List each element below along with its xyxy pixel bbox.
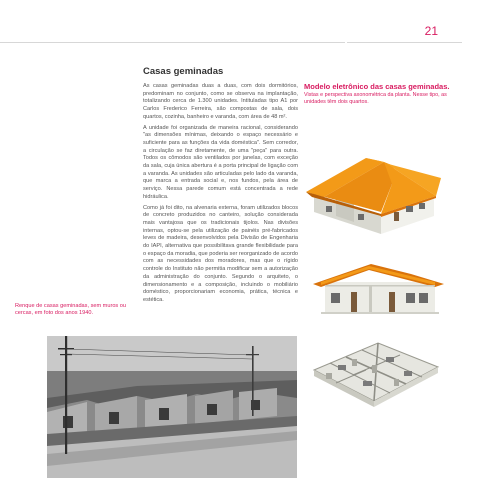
house-axonometric-plan bbox=[308, 335, 443, 413]
side-caption bbox=[304, 82, 454, 106]
historic-photo-row-houses bbox=[47, 336, 297, 478]
header-rule-right bbox=[347, 42, 462, 43]
section-title: Casas geminadas bbox=[143, 66, 224, 77]
main-text-column bbox=[143, 66, 298, 308]
page-number: 21 bbox=[424, 24, 438, 38]
side-caption-title: Modelo eletrônico das casas geminadas. bbox=[304, 82, 450, 91]
house-front-render bbox=[311, 260, 446, 315]
paragraph-1: As casas geminadas duas a duas, com dois dormitórios, predominam no conjunto, como se observa na implantação, totalizando cerca de 1.300 unidades. Intituladas tipo A1 por Carlos Frederico Ferreira, são compostas de sala, dois quartos, cozinha, banheiro e varanda, com área de 48 m². bbox=[143, 83, 298, 120]
header-rule-left bbox=[0, 42, 345, 43]
paragraph-3: Como já foi dito, na alvenaria externa, foram utilizados blocos de concreto produzidos no canteiro, solução considerada mais vantajosa que os tradicionais tijolos. Nas divisões internas, optou-se pela utilização de painéis pré-fabricados leves de madeira, desenvolvidos pela Divisão de Engenharia do IAPI, alternativa que possibilitava grande flexibilidade para o espaço da moradia, que poderia ser reorganizado de acordo com as necessidades dos moradores, mas que o rígido controle do Instituto não permitia modificar sem a autorização da administração do conjunto. Segundo o arquiteto, o dimensionamento e a composição, incluindo o mobiliário doméstico, proporcionariam economia, prática, técnica e estética. bbox=[143, 204, 298, 303]
photo-caption: Renque de casas geminadas, sem muros ou cercas, em foto dos anos 1940. bbox=[15, 303, 127, 317]
side-caption-subtitle: Vistas e perspectiva axonométrica da planta. Nesse tipo, as unidades têm dois quartos. bbox=[304, 92, 447, 105]
paragraph-2: A unidade foi organizada de maneira racional, considerando "as dimensões mínimas, deixando o espaço necessário e suficiente para as funções da vida doméstica". Sem corredor, a circulação se faz diretamente, de uma "peça" para outra. Todos os cômodos são ventilados por janelas, com exceção da sala, cuja única abertura é a porta principal de ligação com a varanda. As unidades são articuladas pelo lado da varanda, que marca a entrada social e, nos fundos, pela área de serviço. Nessa parede comum está concentrada a rede hidráulica. bbox=[143, 124, 298, 200]
house-perspective-render bbox=[306, 152, 441, 237]
